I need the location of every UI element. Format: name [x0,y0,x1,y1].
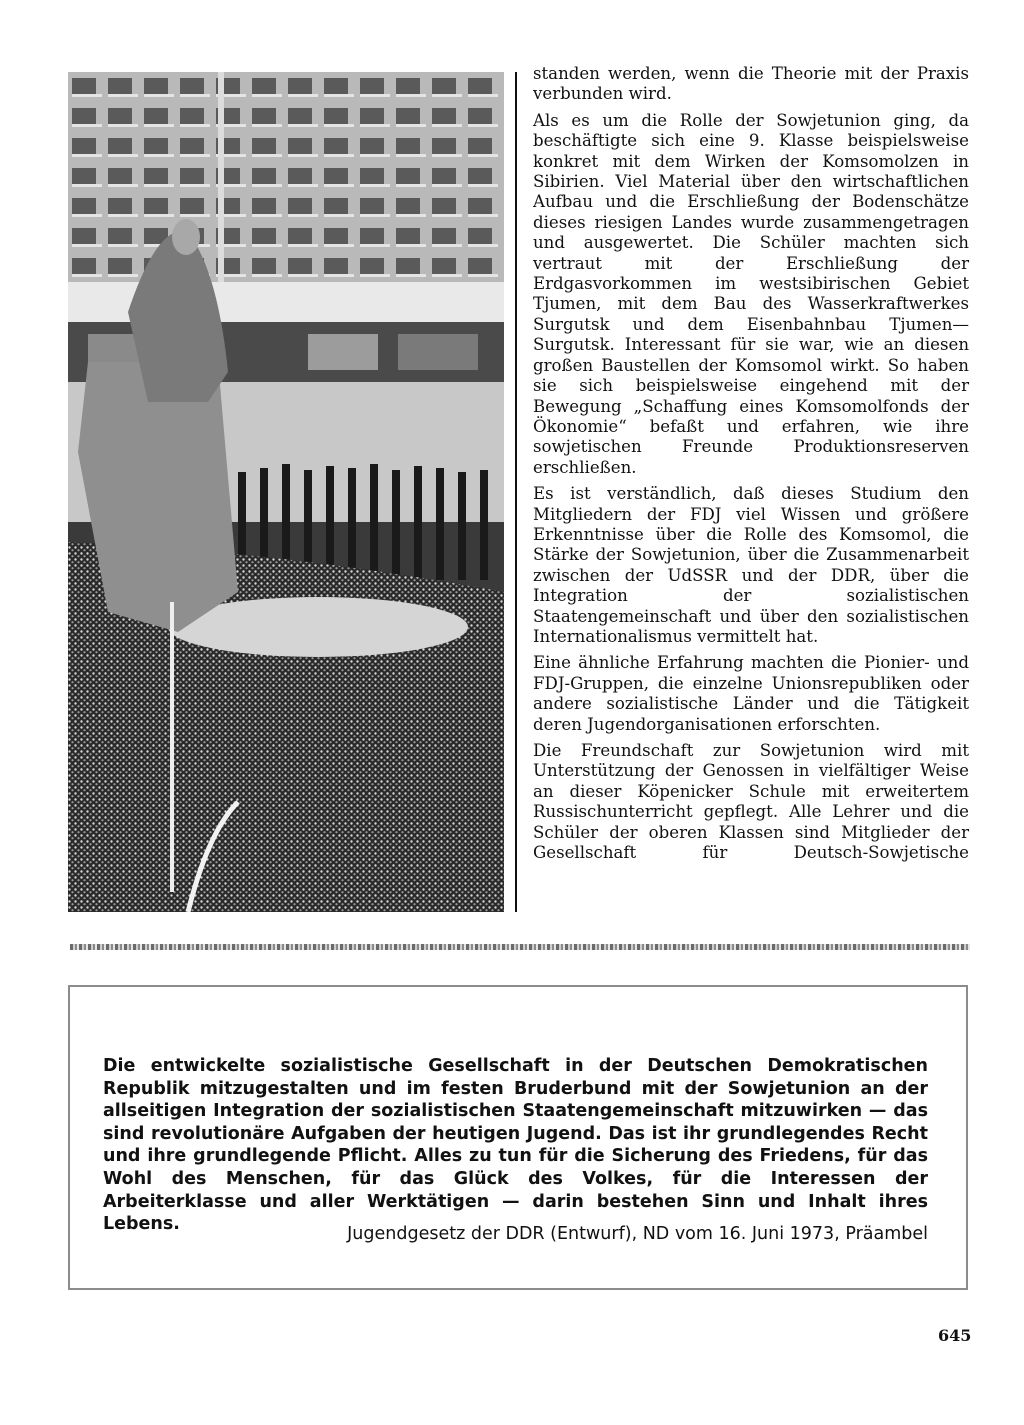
column-rule [515,72,517,912]
article-paragraph: standen werden, wenn die Theorie mit der Praxis verbunden wird. [533,64,969,104]
article-paragraph: Die Freundschaft zur Sowjetunion wird mit Unterstützung der Genossen in vielfältiger Weise an dieser Köpenicker Schule mit erweitertem Russischunterricht gepflegt. Alle Lehrer und die Schüler der oberen Klassen sind Mitglieder der Gesellschaft für Deutsch-Sowjetische [533,741,969,863]
article-paragraph: Es ist verständlich, daß dieses Studium den Mitgliedern der FDJ viel Wissen und größere Erkenntnisse über die Rolle des Komsomol, die Stärke der Sowjetunion, über die Zusammenarbeit zwischen der UdSSR und der DDR, über die Integration der sozialistischen Staatengemeinschaft und über den sozialistischen Internationalismus vermittelt hat. [533,484,969,646]
lenin-monument-photo [68,72,504,912]
photo-illustration [68,72,504,912]
article-paragraph: Als es um die Rolle der Sowjetunion ging, da beschäftigte sich eine 9. Klasse beispielsweise konkret mit dem Wirken der Komsomolzen in Sibirien. Viel Material über den wirtschaftlichen Aufbau und die Erschließung der Bodenschätze dieses riesigen Landes wurde zusammengetragen und ausgewertet. Die Schüler machten sich vertraut mit der Erschließung der Erdgasvorkommen im westsibirischen Gebiet Tjumen, mit dem Bau des Wasserkraftwerkes Surgutsk und dem Eisenbahnbau Tjumen—Surgutsk. Interessant für sie war, wie an diesen großen Baustellen der Komsomol wirkt. So haben sie sich beispielsweise eingehend mit der Bewegung „Schaffung eines Komsomolfonds der Ökonomie“ befaßt und erfahren, wie ihre sowjetischen Freunde Produktionsreserven erschließen. [533,110,969,477]
article-paragraph: Eine ähnliche Erfahrung machten die Pionier- und FDJ-Gruppen, die einzelne Unionsrepubliken oder andere sozialistische Länder und die Tätigkeit deren Jugendorganisationen erforschten. [533,653,969,734]
article-column [533,64,969,869]
section-divider [70,944,970,950]
quote-text: Die entwickelte sozialistische Gesellschaft in der Deutschen Demokratischen Republik mitzugestalten und im festen Bruderbund mit der Sowjetunion an der allseitigen Integration der sozialistischen Staatengemeinschaft mitzuwirken — das sind revolutionäre Aufgaben der heutigen Jugend. Das ist ihr grundlegendes Recht und ihre grundlegende Pflicht. Alles zu tun für die Sicherung des Friedens, für das Wohl des Menschen, für das Glück des Volkes, für die Interessen der Arbeiterklasse und aller Werktätigen — darin bestehen Sinn und Inhalt ihres Lebens. [103,1056,928,1235]
quote-source: Jugendgesetz der DDR (Entwurf), ND vom 16. Juni 1973, Präambel [347,1224,928,1244]
page-number: 645 [938,1326,972,1345]
